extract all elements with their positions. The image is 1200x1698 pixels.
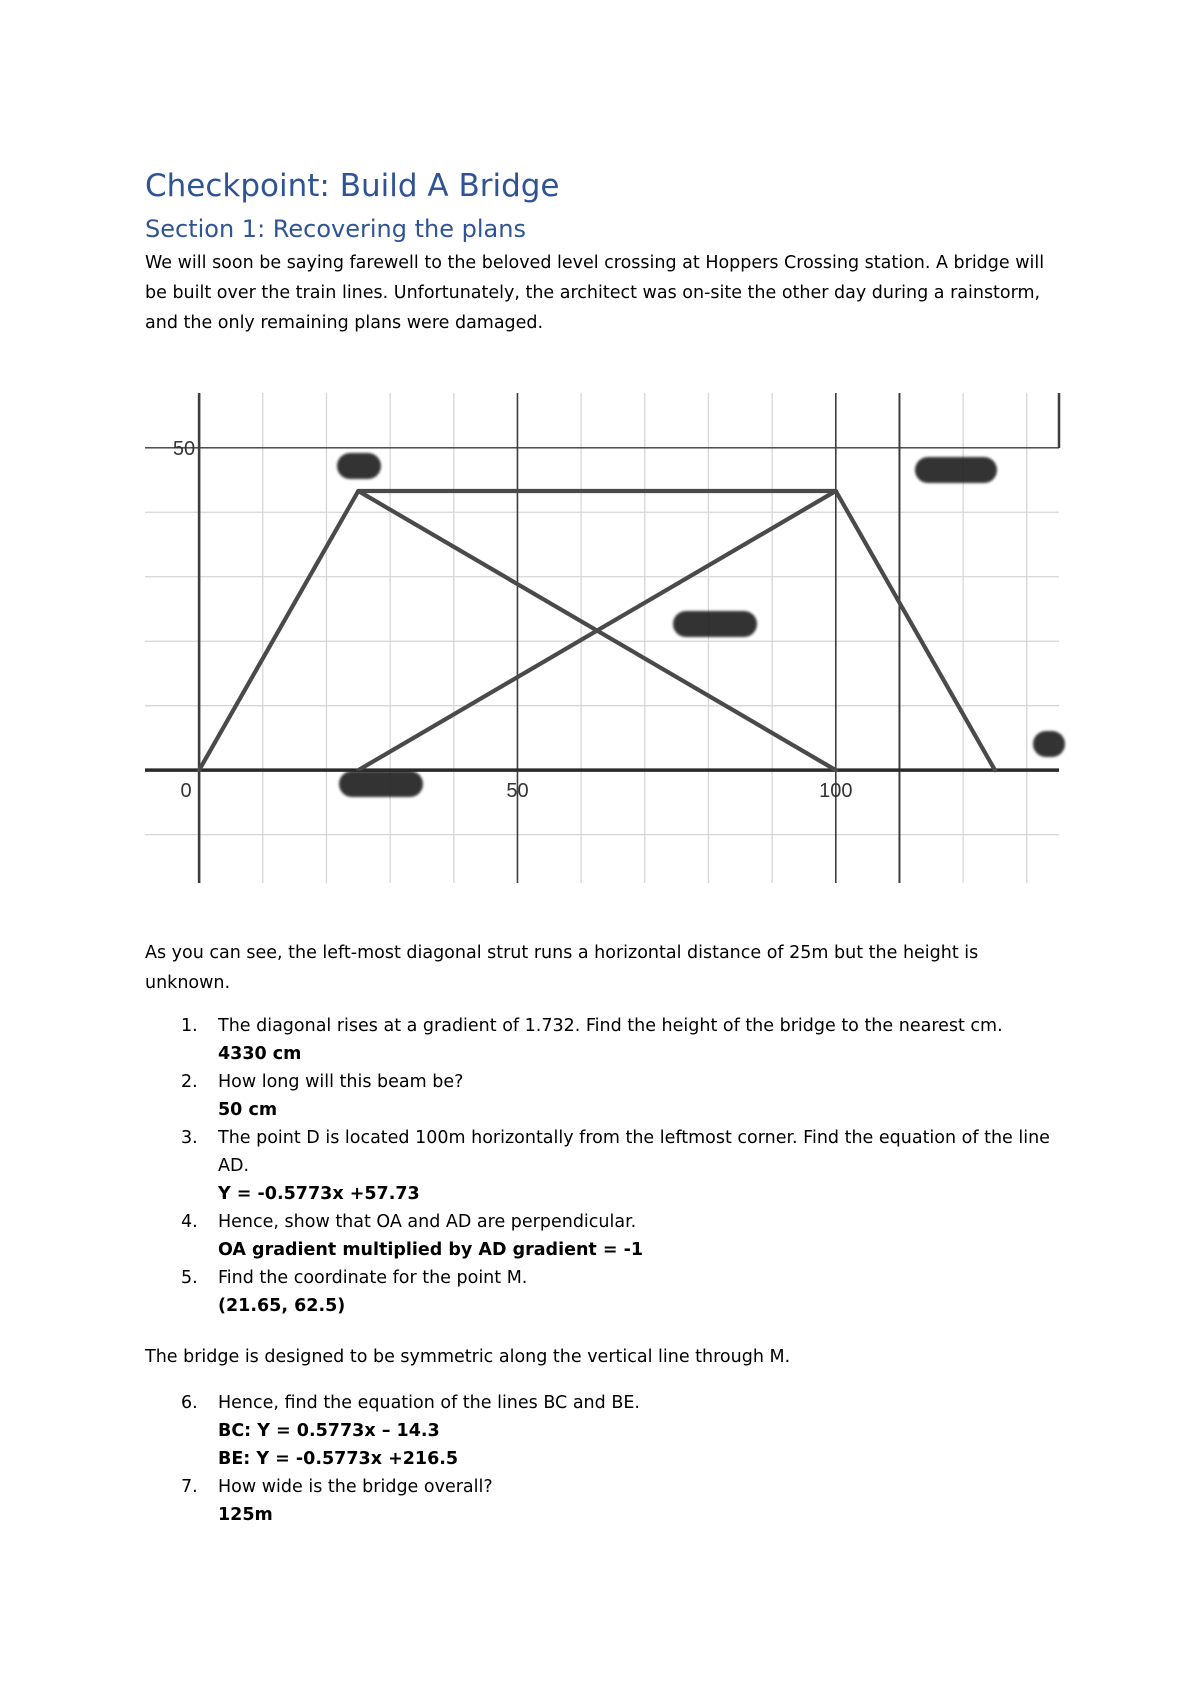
question-text: The point D is located 100m horizontally from the leftmost corner. Find the equation of the line AD. [218, 1128, 1050, 1176]
question-number: 3. [181, 1128, 198, 1148]
question-text: Find the coordinate for the point M. [218, 1268, 528, 1288]
question-text: How long will this beam be? [218, 1072, 464, 1092]
question-number: 6. [181, 1393, 198, 1413]
question-number: 2. [181, 1072, 198, 1092]
question-answer: 125m [218, 1505, 273, 1525]
symmetry-note: The bridge is designed to be symmetric along the vertical line through M. [145, 1347, 791, 1367]
question-text: Hence, show that OA and AD are perpendicular. [218, 1212, 637, 1232]
question-answer: Y = -0.5773x +57.73 [218, 1184, 420, 1204]
question-item [145, 1389, 1065, 1473]
question-item [145, 1068, 1065, 1124]
question-item [145, 1473, 1065, 1529]
question-item [145, 1264, 1065, 1320]
question-answer: 4330 cm [218, 1044, 302, 1064]
question-number: 7. [181, 1477, 198, 1497]
question-answer: OA gradient multiplied by AD gradient = -1 [218, 1240, 644, 1260]
bridge-plan-figure [145, 393, 1065, 887]
question-number: 5. [181, 1268, 198, 1288]
question-answer: 50 cm [218, 1100, 278, 1120]
question-list-2 [145, 1389, 1065, 1529]
question-item [145, 1208, 1065, 1264]
smudged-label-bottom-left [339, 771, 423, 797]
question-number: 4. [181, 1212, 198, 1232]
smudged-label-center [673, 611, 757, 637]
section-title: Section 1: Recovering the plans [145, 215, 526, 243]
smudged-label-right-base [1033, 731, 1065, 757]
x-tick-label: 100 [819, 780, 853, 803]
question-text: How wide is the bridge overall? [218, 1477, 493, 1497]
smudged-label-top-right [915, 457, 997, 483]
question-answer: BE: Y = -0.5773x +216.5 [218, 1449, 459, 1469]
smudged-label-top-left [337, 453, 381, 479]
question-text: The diagonal rises at a gradient of 1.732. Find the height of the bridge to the nearest cm. [218, 1016, 1003, 1036]
question-item [145, 1012, 1065, 1068]
intro-paragraph: We will soon be saying farewell to the beloved level crossing at Hoppers Crossing station. A bridge will be built over the train lines. Unfortunately, the architect was on-site the other day during a rainstorm, and the only remaining plans were damaged. [145, 253, 1045, 333]
question-number: 1. [181, 1016, 198, 1036]
strut-description: As you can see, the left-most diagonal strut runs a horizontal distance of 25m but the height is unknown. [145, 943, 979, 993]
question-answer: (21.65, 62.5) [218, 1296, 346, 1316]
question-list-1 [145, 1012, 1065, 1320]
x-tick-label: 50 [506, 780, 529, 803]
page-title: Checkpoint: Build A Bridge [145, 168, 560, 204]
x-tick-label: 0 [180, 780, 192, 803]
question-text: Hence, find the equation of the lines BC and BE. [218, 1393, 640, 1413]
bridge-member-0 [199, 491, 358, 770]
y-tick-label: 50 [172, 437, 196, 460]
question-answer: BC: Y = 0.5773x – 14.3 [218, 1421, 440, 1441]
bridge-member-2 [836, 491, 995, 770]
question-item [145, 1124, 1065, 1208]
